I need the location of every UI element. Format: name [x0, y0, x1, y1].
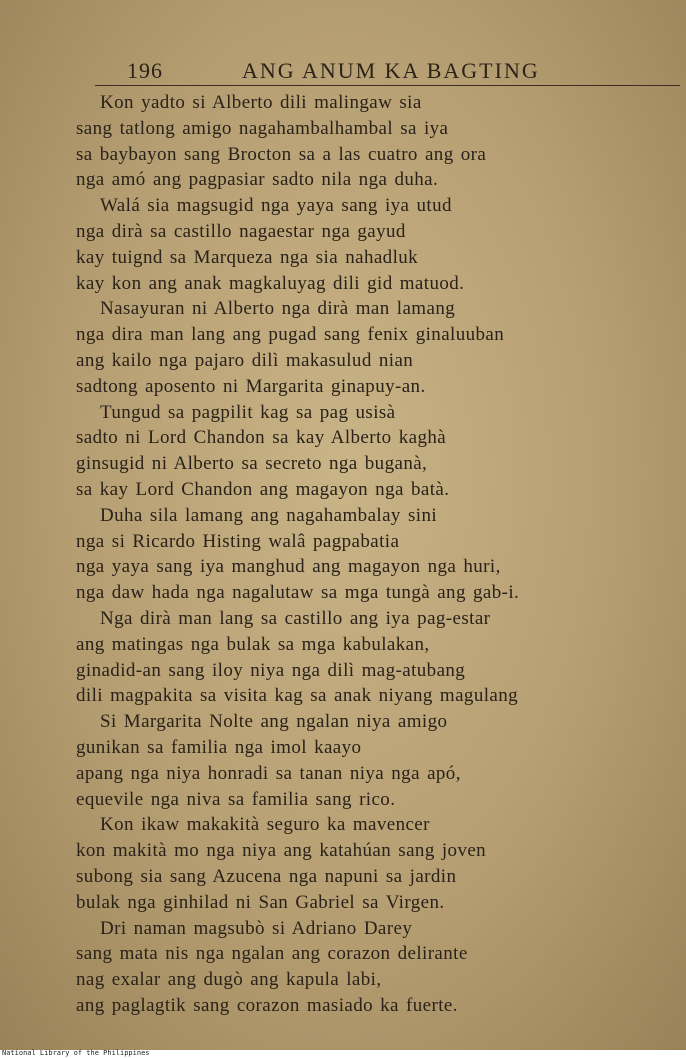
poem-line: nga si Ricardo Histing walâ pagpabatia: [76, 530, 400, 552]
poem-line: Walá sia magsugid nga yaya sang iya utud: [100, 195, 452, 217]
footer-strip: [0, 1050, 686, 1058]
poem-text: [76, 90, 681, 1019]
poem-line: bulak nga ginhilad ni San Gabriel sa Virgen.: [76, 891, 445, 913]
poem-line: kay tuignd sa Marqueza nga sia nahadluk: [76, 246, 419, 268]
poem-line: subong sia sang Azucena nga napuni sa jardin: [76, 865, 457, 887]
poem-line: Kon yadto si Alberto dili malingaw sia: [100, 92, 422, 113]
poem-line: Si Margarita Nolte ang ngalan niya amigo: [100, 711, 448, 733]
poem-line: sa baybayon sang Brocton sa a las cuatro ang ora: [76, 143, 487, 165]
poem-line: nga amó ang pagpasiar sadto nila nga duha.: [76, 169, 439, 191]
poem-line: sa kay Lord Chandon ang magayon nga batà.: [76, 478, 450, 500]
poem-line: ang kailo nga pajaro dilì makasulud nian: [76, 349, 414, 371]
poem-line: nga dira man lang ang pugad sang fenix ginaluuban: [76, 324, 505, 346]
poem-line: ang matingas nga bulak sa mga kabulakan,: [76, 633, 430, 655]
poem-line: kon makità mo nga niya ang katahúan sang joven: [76, 840, 487, 862]
header-rule: [95, 85, 680, 86]
poem-line: gunikan sa familia nga imol kaayo: [76, 736, 362, 758]
library-watermark: National Library of the Philippines: [2, 1049, 150, 1057]
poem-line: sadtong aposento ni Margarita ginapuy-an.: [76, 375, 426, 397]
poem-line: Dri naman magsubò si Adriano Darey: [100, 917, 413, 939]
poem-line: kay kon ang anak magkaluyag dili gid matuod.: [76, 272, 465, 294]
poem-line: Nga dirà man lang sa castillo ang iya pag-estar: [100, 607, 491, 629]
page-number: 196: [127, 58, 163, 83]
poem-line: dili magpakita sa visita kag sa anak niyang magulang: [76, 685, 519, 707]
poem-line: sadto ni Lord Chandon sa kay Alberto kaghà: [76, 427, 447, 449]
poem-line: Kon ikaw makakità seguro ka mavencer: [100, 814, 430, 836]
poem-line: Tungud sa pagpilit kag sa pag usisà: [100, 401, 396, 423]
poem-line: nga daw hada nga nagalutaw sa mga tungà ang gab-i.: [76, 582, 520, 604]
poem-line: ang paglagtik sang corazon masiado ka fuerte.: [76, 994, 458, 1016]
poem-line: sang mata nis nga ngalan ang corazon delirante: [76, 943, 468, 965]
running-title: ANG ANUM KA BAGTING: [242, 58, 540, 83]
poem-line: apang nga niya honradi sa tanan niya nga apó,: [76, 762, 461, 784]
page-header: [95, 56, 680, 90]
poem-line: Nasayuran ni Alberto nga dirà man lamang: [100, 298, 456, 320]
poem-line: nga yaya sang iya manghud ang magayon nga huri,: [76, 556, 501, 578]
poem-line: sang tatlong amigo nagahambalhambal sa iya: [76, 117, 449, 139]
poem-line: Duha sila lamang ang nagahambalay sini: [100, 504, 438, 526]
poem-line: ginsugid ni Alberto sa secreto nga buganà,: [76, 453, 428, 475]
poem-line: ginadid-an sang iloy niya nga dilì mag-atubang: [76, 659, 466, 681]
poem-line: nag exalar ang dugò ang kapula labi,: [76, 969, 382, 991]
poem-line: nga dirà sa castillo nagaestar nga gayud: [76, 220, 406, 242]
poem-line: equevile nga niva sa familia sang rico.: [76, 788, 396, 810]
